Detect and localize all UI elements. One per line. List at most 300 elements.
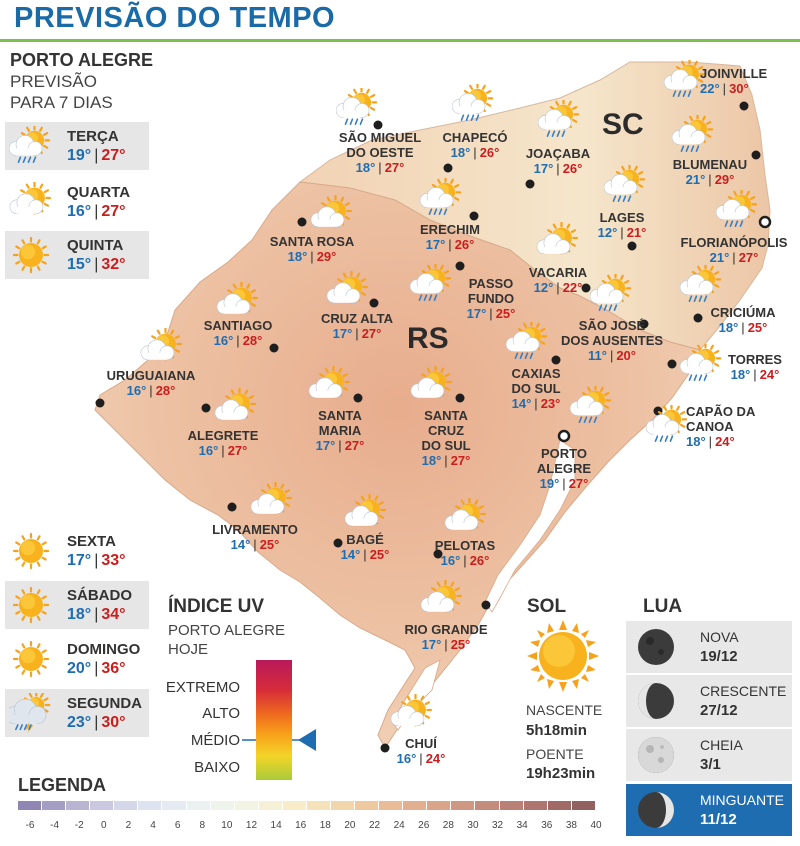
sun-cloud-rain-icon: [9, 126, 53, 166]
legend-tick: 10: [221, 820, 233, 831]
city-name: SANTIAGO: [203, 318, 273, 333]
city-label: [518, 146, 598, 176]
city-temps: [404, 453, 488, 468]
city-min: 19°: [539, 476, 560, 491]
temp-separator: |: [338, 438, 342, 453]
sun-cloud-rain-icon: [420, 178, 464, 218]
temp-separator: |: [419, 751, 423, 766]
city-min: 14°: [230, 537, 251, 552]
city-min: 18°: [718, 320, 739, 335]
city-max: 22°: [562, 280, 583, 295]
city-label: [665, 157, 755, 187]
day-max: 32°: [101, 256, 126, 273]
day-min: 17°: [67, 552, 92, 569]
uv-level-alto: ALTO: [202, 705, 240, 722]
forecast-subtitle-2: PARA 7 DIAS: [10, 93, 113, 112]
city-name-line2: DOS AUSENTES: [560, 333, 664, 348]
legend-tick: 24: [393, 820, 405, 831]
uv-subtitle-city: PORTO ALEGRE: [168, 622, 285, 639]
city-max: 25°: [747, 320, 768, 335]
city-label: [700, 66, 780, 96]
legend-swatch: [90, 801, 113, 810]
legend-tick: 8: [199, 820, 206, 831]
city-name-line3: DO SUL: [421, 438, 471, 453]
city-label: [520, 265, 596, 295]
city-weather-icon: [672, 115, 716, 160]
city-temps: [330, 547, 400, 562]
sun-cloud-rain-icon: [452, 84, 496, 124]
city-weather-icon: [570, 386, 614, 431]
city-min: 17°: [315, 438, 336, 453]
legend-tick: -2: [74, 820, 84, 831]
city-label: [420, 538, 510, 568]
city-min: 17°: [466, 306, 487, 321]
uv-subtitle-day: HOJE: [168, 641, 209, 658]
city-name: PORTO: [541, 446, 587, 461]
city-label: [686, 404, 776, 449]
uv-level-extremo: EXTREMO: [165, 679, 240, 696]
sun-cloud-rain-icon: [680, 265, 724, 305]
city-weather-icon: [716, 190, 760, 235]
city-weather-icon: [604, 165, 648, 210]
city-temps: [665, 172, 755, 187]
uv-pointer-icon: [298, 729, 316, 751]
forecast-day: [5, 122, 149, 170]
forecast-title: [10, 50, 153, 113]
city-name: SANTA ROSA: [269, 234, 355, 249]
forecast-day: [5, 178, 149, 226]
day-temps: [67, 606, 126, 624]
sun-cloud-icon: [344, 494, 388, 534]
city-name: JOAÇABA: [525, 146, 591, 161]
city-temps: [518, 161, 598, 176]
city-max: 26°: [562, 161, 583, 176]
sunrise-label: NASCENTE: [526, 702, 603, 718]
moon-phase: [626, 675, 792, 727]
city-weather-icon: [390, 694, 434, 739]
legend-ticks: [18, 820, 602, 834]
city-name-line2: MARIA: [318, 423, 362, 438]
day-max: 27°: [101, 203, 126, 220]
city-weather-icon: [452, 84, 496, 129]
sun-cloud-rain-icon: [604, 165, 648, 205]
city-label: [404, 408, 488, 468]
sun-icon: [9, 235, 53, 275]
city-name: SANTA: [424, 408, 468, 423]
legend-swatch: [138, 801, 161, 810]
legend-tick: 34: [516, 820, 528, 831]
legend-swatch: [524, 801, 547, 810]
city-name: URUGUAIANA: [106, 368, 196, 383]
city-min: 17°: [533, 161, 554, 176]
day-max: 33°: [101, 552, 126, 569]
full-moon-icon: [636, 735, 676, 775]
new-moon-icon: [636, 627, 676, 667]
city-name-line2: FUNDO: [467, 291, 515, 306]
temp-separator: |: [94, 714, 99, 731]
city-max: 26°: [479, 145, 500, 160]
temp-separator: |: [556, 280, 560, 295]
city-weather-icon: [538, 100, 582, 145]
forecast-city: PORTO ALEGRE: [10, 50, 154, 70]
city-weather-icon: [506, 322, 550, 367]
city-name: BLUMENAU: [672, 157, 748, 172]
moon-phase-name: NOVA: [700, 629, 739, 645]
day-max: 27°: [101, 147, 126, 164]
city-temps: [188, 333, 288, 348]
city-name-line2: CRUZ: [427, 423, 465, 438]
city-weather-icon: [326, 271, 370, 316]
city-max: 24°: [425, 751, 446, 766]
day-min: 18°: [67, 606, 92, 623]
city-label: [200, 522, 310, 552]
city-max: 25°: [450, 637, 471, 652]
city-temps: [698, 320, 788, 335]
city-min: 18°: [686, 434, 706, 449]
temp-separator: |: [94, 147, 99, 164]
forecast-day: [5, 635, 149, 683]
city-min: 21°: [709, 250, 730, 265]
city-name: VACARIA: [528, 265, 588, 280]
moon-phase-name: MINGUANTE: [700, 792, 784, 808]
city-weather-icon: [680, 265, 724, 310]
legend-swatch: [66, 801, 89, 810]
legend-swatch: [427, 801, 450, 810]
temp-separator: |: [753, 367, 757, 382]
city-temps: [300, 438, 380, 453]
temp-separator: |: [253, 537, 257, 552]
day-name: QUARTA: [67, 184, 131, 201]
forecast-subtitle-1: PREVISÃO: [10, 72, 97, 91]
city-temps: [200, 537, 310, 552]
temp-separator: |: [534, 396, 538, 411]
city-temps: [590, 225, 654, 240]
city-label: [496, 366, 576, 411]
day-max: 30°: [101, 714, 126, 731]
state-label-rs: RS: [407, 322, 449, 355]
legend-swatch: [331, 801, 354, 810]
city-label: [396, 622, 496, 652]
temp-separator: |: [463, 553, 467, 568]
city-temps: [440, 145, 510, 160]
legend-tick: 4: [150, 820, 156, 831]
uv-level-baixo: BAIXO: [194, 759, 240, 776]
city-label: [720, 352, 790, 382]
sun-icon: [9, 531, 53, 571]
city-name: FLORIANÓPOLIS: [680, 235, 788, 250]
city-max: 26°: [454, 237, 475, 252]
city-min: 16°: [396, 751, 417, 766]
city-name: CRUZ ALTA: [321, 311, 393, 326]
city-name: CHAPECÓ: [442, 130, 508, 145]
city-max: 21°: [626, 225, 647, 240]
forecast-day: [5, 231, 149, 279]
legend-tick: 16: [295, 820, 307, 831]
legend-swatch: [259, 801, 282, 810]
sun-cloud-rain-icon: [570, 386, 614, 426]
city-min: 17°: [332, 326, 353, 341]
city-name-line2: CANOA: [686, 419, 734, 434]
city-temps: [520, 280, 596, 295]
sun-cloud-rain-icon: [336, 88, 380, 128]
city-name: CRICIÚMA: [710, 305, 776, 320]
sunrise-value: 5h18min: [526, 722, 587, 739]
city-temps: [420, 553, 510, 568]
sun-cloud-rain-icon: [590, 274, 634, 314]
legend-tick: 32: [492, 820, 504, 831]
sun-cloud-icon: [216, 282, 260, 322]
sun-cloud-rain-icon: [506, 322, 550, 362]
city-weather-icon: [680, 344, 724, 389]
legend-tick: 6: [174, 820, 181, 831]
city-temps: [262, 249, 362, 264]
forecast-day: [5, 527, 149, 575]
legend-tick: 36: [541, 820, 553, 831]
city-label: [590, 210, 654, 240]
day-temps: [67, 256, 126, 274]
city-min: 12°: [597, 225, 618, 240]
legend-swatch: [187, 801, 210, 810]
city-max: 23°: [540, 396, 561, 411]
moon-phase-name: CHEIA: [700, 737, 743, 753]
legend-color-scale: [18, 801, 596, 810]
moon-phase-date: 27/12: [700, 702, 738, 719]
legend-swatch: [548, 801, 571, 810]
city-name: ERECHIM: [420, 222, 480, 237]
sun-icon: [9, 639, 53, 679]
city-max: 27°: [384, 160, 405, 175]
legend-tick: 14: [270, 820, 282, 831]
uv-scale-bar: [256, 660, 292, 780]
day-name: SEGUNDA: [67, 695, 143, 712]
temp-separator: |: [94, 552, 99, 569]
city-label: [440, 130, 510, 160]
uv-subtitle: [168, 621, 285, 659]
day-min: 20°: [67, 660, 92, 677]
city-max: 27°: [361, 326, 382, 341]
legend-swatch: [451, 801, 474, 810]
day-temps: [67, 147, 126, 165]
moon-phase: [626, 729, 792, 781]
sun-cloud-icon: [444, 498, 488, 538]
temp-separator: |: [378, 160, 382, 175]
legend-swatch: [500, 801, 523, 810]
day-temps: [67, 203, 126, 221]
temp-separator: |: [562, 476, 566, 491]
city-max: 27°: [227, 443, 248, 458]
sun-title: SOL: [527, 596, 567, 617]
city-name: LIVRAMENTO: [212, 522, 298, 537]
legend-swatch: [307, 801, 330, 810]
legend-tick: 0: [101, 820, 107, 831]
sunset-value: 19h23min: [526, 765, 596, 782]
city-max: 25°: [495, 306, 516, 321]
city-name: SANTA: [318, 408, 362, 423]
legend-tick: 12: [245, 820, 258, 831]
city-temps: [700, 81, 780, 96]
sun-cloud-rain-icon: [716, 190, 760, 230]
city-temps: [330, 160, 430, 175]
city-weather-icon: [410, 366, 454, 411]
city-name-line2: DO OESTE: [346, 145, 414, 160]
city-weather-icon: [420, 580, 464, 625]
city-temps: [410, 237, 490, 252]
city-temps: [446, 306, 536, 321]
moon-title: LUA: [643, 596, 683, 617]
city-weather-icon: [646, 405, 690, 450]
temp-separator: |: [609, 348, 614, 363]
temp-separator: |: [94, 256, 99, 273]
state-label-sc: SC: [602, 108, 644, 141]
city-temps: [686, 434, 776, 449]
city-min: 17°: [421, 637, 442, 652]
city-name: ALEGRETE: [187, 428, 259, 443]
city-weather-icon: [308, 366, 352, 411]
city-max: 20°: [616, 348, 636, 363]
legend-tick: 30: [467, 820, 479, 831]
city-min: 16°: [213, 333, 234, 348]
temp-separator: |: [444, 453, 448, 468]
sun-cloud-icon: [536, 222, 580, 262]
moon-phase-date: 11/12: [700, 811, 737, 828]
legend-tick: -4: [50, 820, 60, 831]
storm-icon: [9, 693, 53, 733]
crescent-moon-icon: [636, 681, 676, 721]
city-max: 28°: [155, 383, 176, 398]
city-label: [552, 318, 672, 363]
day-min: 15°: [67, 256, 92, 273]
sun-icon: [525, 618, 601, 694]
temp-separator: |: [448, 237, 452, 252]
temp-separator: |: [620, 225, 624, 240]
moon-phase: [626, 784, 792, 836]
page-title: PREVISÃO DO TEMPO: [14, 2, 336, 34]
city-name: CAPÃO DA: [686, 404, 756, 419]
sun-icon: [9, 585, 53, 625]
sun-cloud-icon: [308, 366, 352, 406]
city-label: [386, 736, 456, 766]
city-label: [410, 222, 490, 252]
sun-cloud-rain-icon: [672, 115, 716, 155]
city-weather-icon: [336, 88, 380, 133]
city-temps: [720, 367, 790, 382]
day-name: DOMINGO: [67, 641, 141, 658]
city-max: 27°: [344, 438, 365, 453]
city-label: [262, 234, 362, 264]
city-min: 16°: [440, 553, 461, 568]
legend-swatch: [235, 801, 258, 810]
city-label: [524, 446, 604, 491]
legend-swatch: [18, 801, 41, 810]
city-label: [672, 235, 796, 265]
temp-separator: |: [741, 320, 745, 335]
city-label: [178, 428, 268, 458]
legend-swatch: [403, 801, 426, 810]
uv-title: ÍNDICE UV: [168, 596, 265, 617]
city-min: 18°: [421, 453, 442, 468]
city-name: SÃO MIGUEL: [338, 130, 422, 145]
moon-phase-name: CRESCENTE: [700, 683, 787, 699]
day-temps: [67, 552, 126, 570]
sun-cloud-icon: [420, 580, 464, 620]
city-name: CAXIAS: [511, 366, 561, 381]
city-temps: [524, 476, 604, 491]
temp-separator: |: [363, 547, 367, 562]
temp-separator: |: [236, 333, 240, 348]
day-min: 19°: [67, 147, 92, 164]
day-max: 36°: [101, 660, 126, 677]
city-min: 14°: [340, 547, 361, 562]
legend-swatch: [162, 801, 185, 810]
city-name: PASSO: [468, 276, 514, 291]
city-weather-icon: [590, 274, 634, 319]
city-weather-icon: [536, 222, 580, 267]
city-name: JOINVILLE: [700, 66, 768, 81]
city-max: 25°: [369, 547, 390, 562]
city-name: BAGÉ: [346, 532, 384, 547]
temp-separator: |: [444, 637, 448, 652]
legend-tick: 28: [442, 820, 454, 831]
temp-separator: |: [94, 660, 99, 677]
city-weather-icon: [140, 328, 184, 373]
city-weather-icon: [250, 482, 294, 527]
day-name: TERÇA: [67, 128, 119, 145]
city-name: PELOTAS: [434, 538, 496, 553]
city-name: RIO GRANDE: [404, 622, 488, 637]
city-temps: [386, 751, 456, 766]
legend-swatch: [379, 801, 402, 810]
moon-phase-date: 3/1: [700, 756, 721, 773]
sun-cloud-icon: [250, 482, 294, 522]
sun-cloud-rain-icon: [680, 344, 724, 384]
city-name: TORRES: [728, 352, 782, 367]
city-min: 16°: [198, 443, 219, 458]
forecast-day: [5, 689, 149, 737]
city-temps: [178, 443, 268, 458]
city-max: 28°: [242, 333, 263, 348]
day-name: SÁBADO: [67, 587, 133, 604]
city-label: [330, 130, 430, 175]
city-label: [698, 305, 788, 335]
city-max: 29°: [714, 172, 735, 187]
city-max: 27°: [568, 476, 589, 491]
temp-separator: |: [708, 434, 713, 449]
sun-cloud-icon: [390, 694, 434, 734]
city-weather-icon: [444, 498, 488, 543]
city-label: [330, 532, 400, 562]
city-temps: [396, 637, 496, 652]
city-min: 16°: [126, 383, 147, 398]
city-name: SÃO JOSÉ: [578, 318, 646, 333]
city-label: [96, 368, 206, 398]
legend-tick: 40: [590, 820, 602, 831]
temp-separator: |: [489, 306, 493, 321]
city-temps: [552, 348, 672, 363]
legend-tick: 38: [565, 820, 577, 831]
legend-tick: 2: [125, 820, 132, 831]
legend-tick: 26: [418, 820, 430, 831]
city-temps: [96, 383, 206, 398]
city-max: 27°: [738, 250, 759, 265]
city-min: 21°: [685, 172, 706, 187]
legend-swatch: [211, 801, 234, 810]
sun-cloud-icon: [310, 195, 354, 235]
legend-swatch: [475, 801, 498, 810]
uv-level-medio: MÉDIO: [190, 732, 240, 749]
legend-title: LEGENDA: [18, 775, 107, 795]
waning-moon-icon: [636, 790, 676, 830]
city-max: 24°: [759, 367, 780, 382]
